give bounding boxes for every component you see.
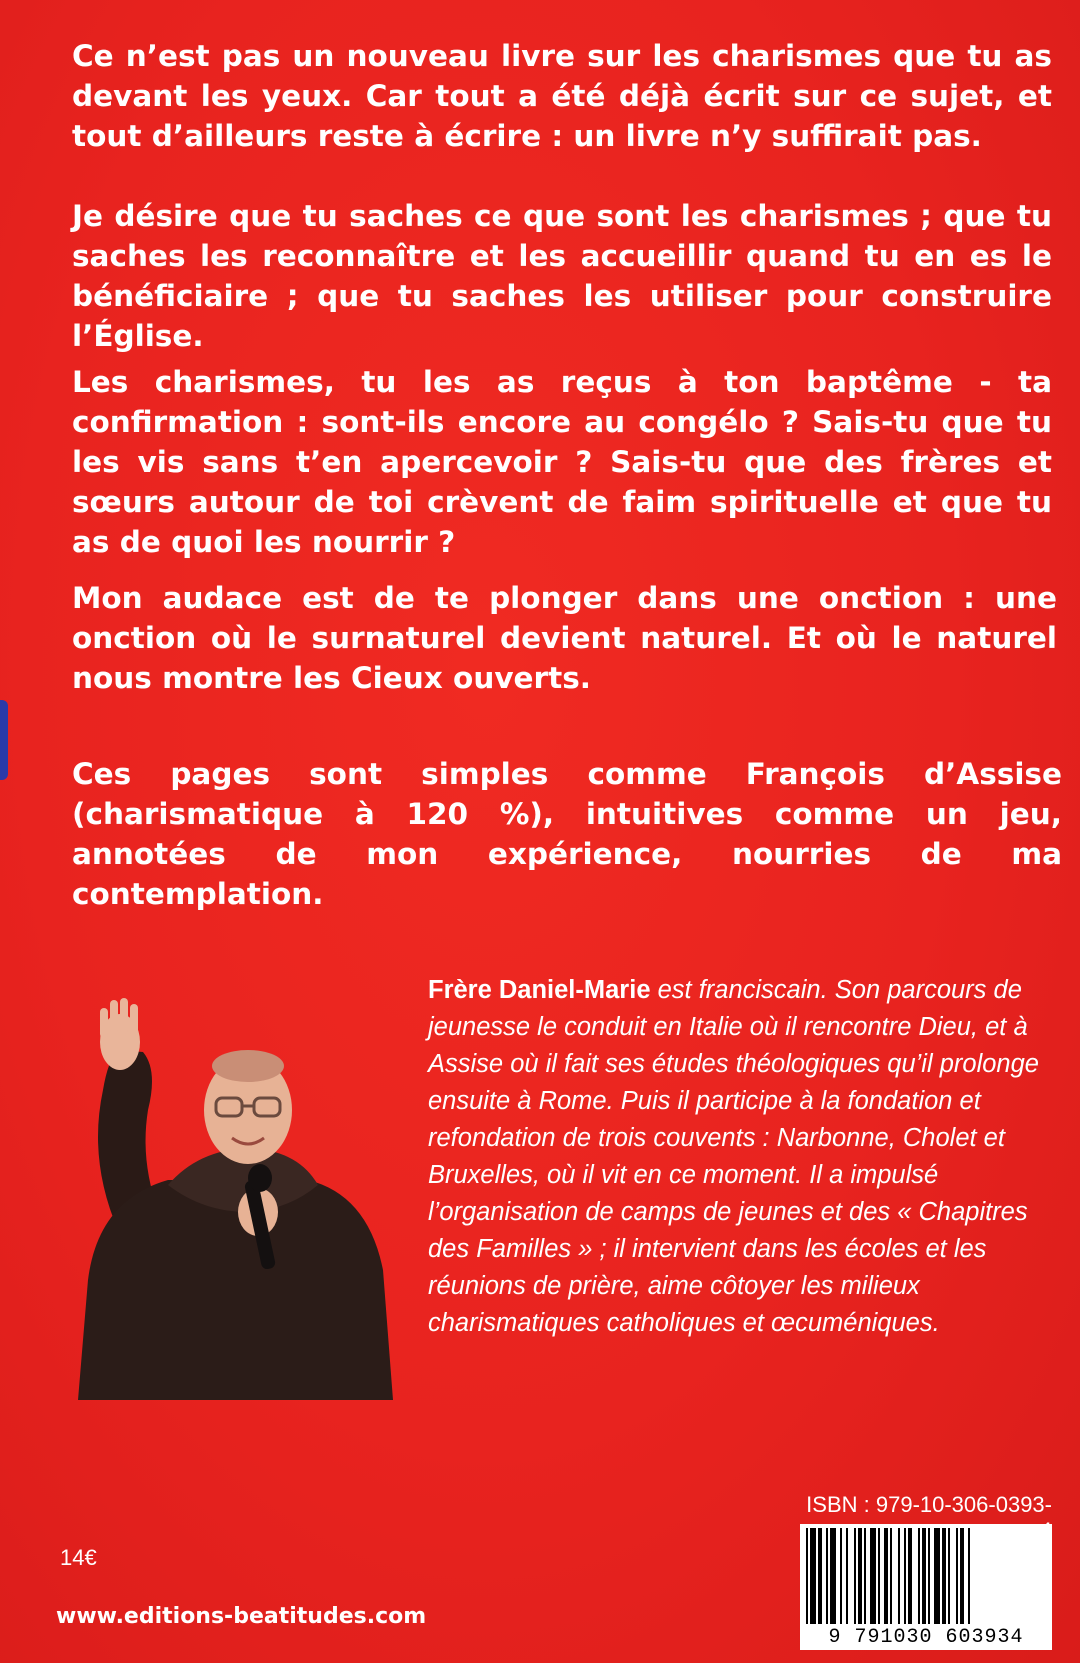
blurb-paragraph-3: Les charismes, tu les as reçus à ton baptême - ta confirmation : sont-ils encore au congélo ? Sais-tu que tu les vis sans t’en apercevoir ? Sais-tu que des frères et sœurs autour de toi crèvent de faim spirituelle et que tu as de quoi les nourrir ? (72, 365, 1052, 559)
isbn-barcode (800, 1492, 1052, 1650)
author-photo (48, 980, 418, 1400)
blurb-paragraph-4: Mon audace est de te plonger dans une onction : une onction où le surnaturel devient naturel. Et où le naturel nous montre les Cieux ouverts. (72, 581, 1057, 695)
author-name: Frère Daniel-Marie (428, 976, 651, 1004)
edge-mark (0, 700, 8, 780)
price-label: 14€ (60, 1545, 97, 1570)
barcode-digits: 9 791030 603934 (828, 1626, 1024, 1649)
isbn-label: ISBN : 979-10-306-0393- (806, 1492, 1052, 1517)
barcode-icon (804, 1528, 1048, 1624)
publisher-website-link[interactable]: www.editions-beatitudes.com (56, 1604, 427, 1629)
barcode-panel (800, 1524, 1052, 1650)
author-bio (428, 972, 1058, 1342)
blurb-paragraph-2: Je désire que tu saches ce que sont les charismes ; que tu saches les reconnaître et les accueillir quand tu en es le bénéficiaire ; que tu saches les utiliser pour construire l’Église. (72, 199, 1052, 353)
blurb-paragraph-5: Ces pages sont simples comme François d’Assise (charismatique à 120 %), intuitives comme un jeu, annotées de mon expérience, nourries de ma contemplation. (72, 757, 1062, 911)
author-bio-text: est franciscain. Son parcours de jeunesse le conduit en Italie où il rencontre Dieu, et à Assise où il fait ses études théologiques qu’il prolonge ensuite à Rome. Puis il participe à la fondation et refondation de trois couvents : Narbonne, Cholet et Bruxelles, où il vit en ce moment. Il a impulsé l’organisation de camps de jeunes et des « Chapitres des Familles » ; il intervient dans les écoles et les réunions de prière, aime côtoyer les milieux charismatiques catholiques et œcuméniques. (428, 976, 1039, 1337)
blurb-paragraph-1: Ce n’est pas un nouveau livre sur les charismes que tu as devant les yeux. Car tout a été déjà écrit sur ce sujet, et tout d’ailleurs reste à écrire : un livre n’y suffirait pas. (72, 39, 1052, 153)
